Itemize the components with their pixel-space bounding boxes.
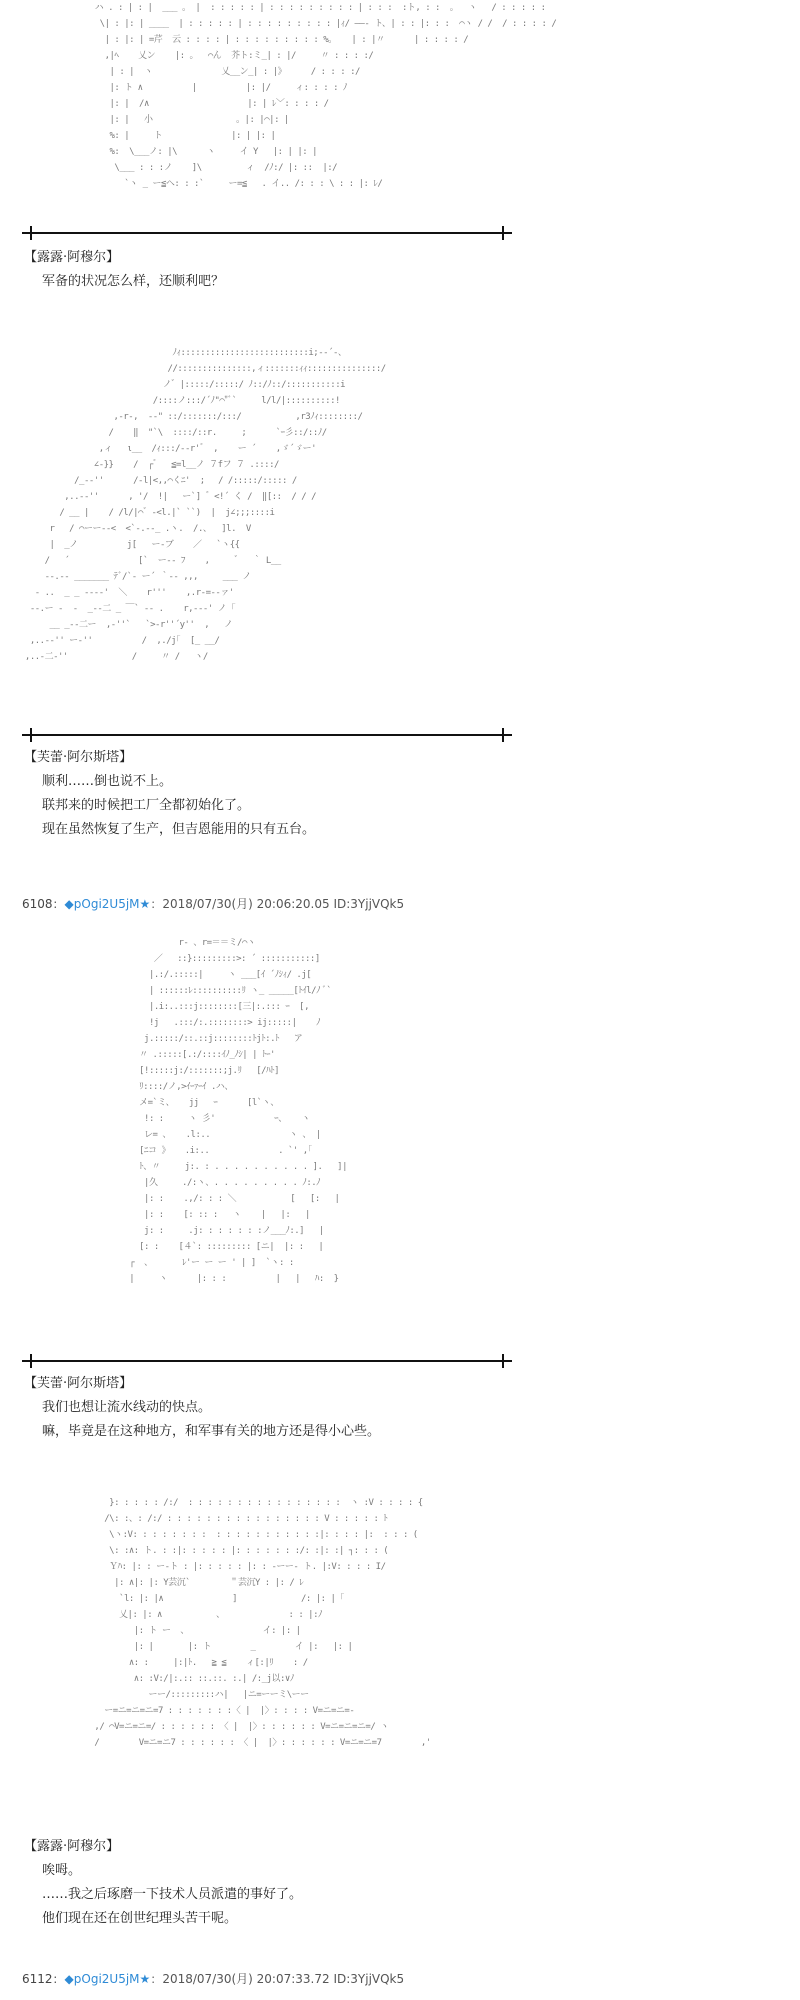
dialogue-line: 他们现在还在创世纪理头苦干呢。 <box>42 1911 238 1926</box>
star-icon: ★ <box>139 897 151 911</box>
divider-1 <box>22 226 512 240</box>
ascii-art-4: }: : : : : /:/ : : : : : : : : : : : : : : : : ヽ :V : : : : { /\: :、: /:/ : : : : : : : : : : : : : : : : V : : : : : ﾄ \ヽ:V: : : : : : : : : : : : : : : : : : :|: : : : |: : : : ( \: :∧: ト. : :|: : : : : |: : : : : : :/: :|: :| ┐: : : ( Ｙﾊ: |: : ー‐ト : |: : : : : |: : ‐ーー‐ ト. |:V: : : : I/ |: ∧|: |: Y芸沉` ＂芸沉Y : |: / ﾚ `l: |: |∧ ] /: |: |「 乂|: |: ∧ 、 : : |:ﾉ |: ト ー 、 イ: |: | |: | |: ト _ イ |: |: | ∧: : |:|ﾄ. ≧ ≦ ィ[:|ﾘ : / ∧: :V:/|:.:: ::.::. :.| /:_j以:∨ﾉ ーー/:::::::::ハ| |ニ=ーーミ\ーー ー=ニ=ニ=ニ=7 : : : : : : :〈 | |〉: : : : V=ニ=ニ=- ,/ ⌒V=ニ=ニ=/ : : : : : : 〈 | |〉: : : : : : V=ニ=ニ=ニ=/ ヽ / V=ニ=ニ7 : : : : : : 〈 | |〉: : : : : : V=ニ=ニ=7 ,' <box>94 1498 431 1748</box>
dialogue-line: 唉呣。 <box>42 1863 82 1878</box>
post-meta: ：2018/07/30(月) 20:06:20.05 ID:3YjjVQk5 <box>150 897 405 911</box>
ascii-art-2: ﾉｨ::::::::::::::::::::::::::i;-‐´‐、 //:::::::::::::::,ィ:::::::ｨｨ:::::::::::::::/ ノ゛|:::::/:::::/ ﾉ::/ﾉ::/:::::::::::i /::::ノ:::/´ﾉ"⌒"ﾞ` l/l/|::::::::::! ,-r-, ‐-" ::/:::::::/:::/ ,r3ﾉｨ::::::::/ / ‖ "`\ ::::/::r. ; `ｰ彡::/::ﾉ/ ,ィ ι__ /ｨ:::/--r'゛ , ー ´ ,ゞ´ゞー' ∠-}} / ┌゛ ≦=l__ノ ７fフ ７ .::::/ /_-‐'' /-l|<,,⌒くﾆ' ; / /:::::/::::: / ,..-‐'' , '/ !| ー`] ゛<!´ く / ‖[:: / / / / __ | / /l/|⌒゛‐<l.|` ``) | j∠;;;::::i r / ⌒ーー‐-< <`‐.--_ .ヽ. /.、 ]l. V | _ノ j[ ー-ブ ／ `ヽ{{ / ´ [` ー-- ﾌ , ゛ ｀ L__ ‐-.-- _______ ﾃﾞ/`‐ ー´ ｀‐- ,,, ___ ノ - .. _ _ ‐--‐' ＼ r''' ,.r-=‐-ァ' ‐‐.ー ‐ ‐ _-‐二 _ ￣` ‐- . r,‐-‐' ノ ｢ __ _-‐二ー ,‐''` `>‐r''´y'' , ノ ,..-‐'' ー-'' / ,./j｢ [_ __/ ,..-二-'' / 〃 / ヽ/ <box>24 348 386 662</box>
dialogue-line: 联邦来的时候把工厂全都初始化了。 <box>42 798 251 813</box>
trip-code-link[interactable]: pOgi2U5jM <box>73 1972 140 1986</box>
star-icon: ★ <box>139 1972 151 1986</box>
divider-3 <box>22 1354 512 1368</box>
ascii-art-1: ハ . : | : | ___ 。 | : : : : : | : : : : : : : : : | : : : :ト, : : 。 ヽ / : : : : : \| : |: | ____ | : : : : : | : : : : : : : : : |ｨ/ ——‐ ト、| : : |: : : ⌒ヽ / / / : : : : / | : |: | =芹 云 : : : : | : : : : : : : : : %。 | : |〃 | : : : : / ,|ﾍ 乂ン |: 。 ⌒ん 芥ト:ミ_| : |/ 〃 : : : :/ | : | ヽ 乂__ン_| : |》 / : : : :/ |: ト ∧ | |: |/ ィ: : : : ﾉ |: | /∧ |: | ﾚ﹀: : : : / |: | 小 。|: |⌒|: | %: | ト |: | |: | %: \___ノ: |\ ヽ イ Y |: | |: | \___ : : :ノ ]\ ィ /ﾉ:/ |: :: |:/ `ヽ _ ー≦ヘ: : :` ー=≦ . イ.. /: : : \ : : |: ﾚ/ <box>94 3 557 189</box>
divider-2 <box>22 728 512 742</box>
dialogue-line: 我们也想让流水线动的快点。 <box>42 1400 212 1415</box>
dialogue-line: 顺利……倒也说不上。 <box>42 774 173 789</box>
ascii-art-3: r‐ 、r=＝＝ミ/⌒ヽ ／ ::}:::::::::>: ´ :::::::::::] |.:/.:::::| ヽ ___[ｲ ´ﾉｼｨ/ .j[ | ::::::ﾚ::::::::::ﾘ ヽ_ _____[ﾄｲl/ﾉ ﾞ` |.i:..:::j::::::::[三|:.::: ｰ [, !j .:::/:.::::::::> ij:::::| ﾉ j.:::::/::.::j::::::::ﾄjﾄ:.ﾄ ア 〃 .:::::[.:/::::ｲﾉ_ﾉｼ| | ﾄｰ' [!:::::j:/:::::::;j.ﾘ [/ﾊﾄ] ﾘ::::/ノ,>ｲｰｧｰｲ .ハ、 メ=`ミ、 jj ｰ [l`ヽ、 !: : ヽ 彡' ｰ、 ヽ レ= 、 .l:.. ヽ 、 | [ﾆコ 》 .i:.. . `' ,｢ ﾄ、〃 j:. : . . . . . . . . . . ]. ]| |久 ./:ヽ、. . . . . . . . . ﾉ:.ﾉ |: : .,/: : : ＼ [ [: | |: : [: :: : ヽ | |: | j: : .j: : : : : : :ノ___ﾉ:.] | [: : [４`: ::::::::: [ニ| |: : | ┌ 、 ﾚ'ー ー ー ' | ] `ヽ: : | ヽ |: : : | | ﾊ: } <box>129 938 348 1284</box>
trip-diamond-icon: ◆ <box>64 1972 74 1986</box>
post-number: 6108： <box>22 897 65 911</box>
dialogue-line: 嘛，毕竟是在这种地方，和军事有关的地方还是得小心些。 <box>42 1424 381 1439</box>
post-header <box>22 1970 404 1987</box>
dialogue-line: 军备的状况怎么样，还顺利吧？ <box>42 274 225 289</box>
speaker-name: 【露露·阿穆尔】 <box>24 250 120 265</box>
post-header <box>22 895 404 912</box>
speaker-name: 【芙蕾·阿尔斯塔】 <box>24 1376 133 1391</box>
speaker-name: 【露露·阿穆尔】 <box>24 1839 120 1854</box>
trip-code-link[interactable]: pOgi2U5jM <box>73 897 140 911</box>
dialogue-line: ……我之后琢磨一下技术人员派遣的事好了。 <box>42 1887 303 1902</box>
dialogue-line: 现在虽然恢复了生产，但吉恩能用的只有五台。 <box>42 822 316 837</box>
post-meta: ：2018/07/30(月) 20:07:33.72 ID:3YjjVQk5 <box>150 1972 405 1986</box>
post-number: 6112： <box>22 1972 65 1986</box>
trip-diamond-icon: ◆ <box>64 897 74 911</box>
speaker-name: 【芙蕾·阿尔斯塔】 <box>24 750 133 765</box>
